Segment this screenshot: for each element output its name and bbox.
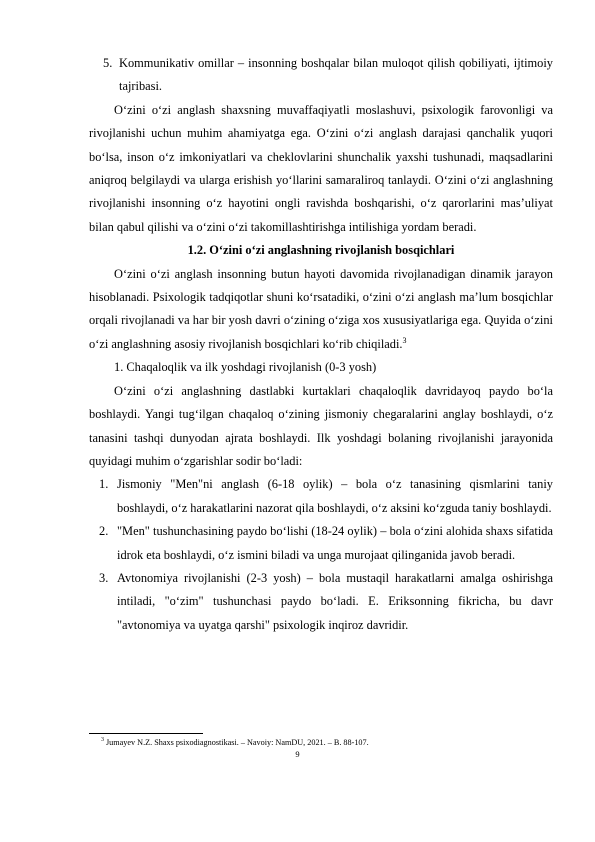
section-heading: 1.2. O‘zini o‘zi anglashning rivojlanish bosqichlari xyxy=(187,243,455,258)
subheading: 1. Chaqaloqlik va ilk yoshdagi rivojlanish (0-3 yosh) xyxy=(114,360,377,375)
list-item-5 xyxy=(89,52,553,99)
list-item-1 xyxy=(89,473,553,520)
list-text: Avtonomiya rivojlanishi (2-3 yosh) – bola mustaqil harakatlarni amalga oshirishga intiladi, "o‘zim" tushunchasi paydo bo‘ladi. E. Eriksonning fikricha, bu davr "avtonomiya va uyatga qarshi" psixologik inqiroz davridir. xyxy=(117,570,553,632)
list-item-3 xyxy=(89,567,553,637)
list-number: 3. xyxy=(99,570,109,585)
list-text: "Men" tushunchasining paydo bo‘lishi (18-24 oylik) – bola o‘zini alohida shaxs sifatida idrok eta boshlaydi, o‘z ismini biladi va unga murojaat qilinganida javob beradi. xyxy=(117,524,553,562)
footnote-divider xyxy=(89,733,203,734)
list-text: Kommunikativ omillar – insonning boshqalar bilan muloqot qilish qobiliyati, ijtimoiy tajribasi. xyxy=(119,56,553,94)
footnote-text: Jumayev N.Z. Shaxs psixodiagnostikasi. – Navoiy: NamDU, 2021. – B. 88-107. xyxy=(106,738,369,747)
paragraph-2 xyxy=(89,263,553,357)
paragraph-2-text: O‘zini o‘zi anglash insonning butun hayoti davomida rivojlanadigan dinamik jarayon hisoblanadi. Psixologik tadqiqotlar shuni ko‘rsatadiki, o‘zini o‘zi anglash ma’lum bosqichlar orqali rivojlanadi va har bir yosh davri o‘zining o‘ziga xos xususiyatlariga ega. Quyida o‘zini o‘zi anglashning asosiy rivojlanish bosqichlari ko‘rib chiqiladi. xyxy=(89,266,553,351)
paragraph-3: O‘zini o‘zi anglashning dastlabki kurtaklari chaqaloqlik davridayoq paydo bo‘la boshlaydi. Yangi tug‘ilgan chaqaloq o‘zining jismoniy chegaralarini anglay boshlaydi, o‘z tanasini tashqi dunyodan ajrata boshlaydi. Ilk yoshdagi bolaning rivojlanishi jarayonida quyidagi muhim o‘zgarishlar sodir bo‘ladi: xyxy=(89,383,553,468)
paragraph-1: O‘zini o‘zi anglash shaxsning muvaffaqiyatli moslashuvi, psixologik farovonligi va rivojlanishi uchun muhim ahamiyatga ega. O‘zini o‘zi anglash darajasi qanchalik yuqori bo‘lsa, inson o‘z imkoniyatlari va cheklovlarini shunchalik yaxshi tushunadi, maqsadlarini aniqroq belgilaydi va ularga erishish yo‘llarini samaraliroq tanlaydi. O‘zini o‘zi anglashning rivojlanishi insonning o‘z hayotini ongli ravishda boshqarishi, o‘z qarorlarini mas’uliyat bilan qabul qilishi va o‘zini o‘zi takomillashtirishga intilishiga yordam beradi. xyxy=(89,102,553,234)
list-text: Jismoniy "Men"ni anglash (6-18 oylik) – bola o‘z tanasining qismlarini taniy boshlaydi, o‘z harakatlarini nazorat qila boshlaydi, o‘z aksini ko‘zguda taniy boshlaydi. xyxy=(117,477,553,515)
footnote xyxy=(89,737,553,748)
footnote-reference: 3 xyxy=(402,335,407,345)
page-body xyxy=(89,52,553,637)
list-number: 1. xyxy=(99,477,109,492)
footnote-mark: 3 xyxy=(101,737,104,744)
list-number: 2. xyxy=(99,524,109,539)
list-item-2 xyxy=(89,520,553,567)
list-number: 5. xyxy=(103,56,113,70)
page-number: 9 xyxy=(295,749,300,759)
